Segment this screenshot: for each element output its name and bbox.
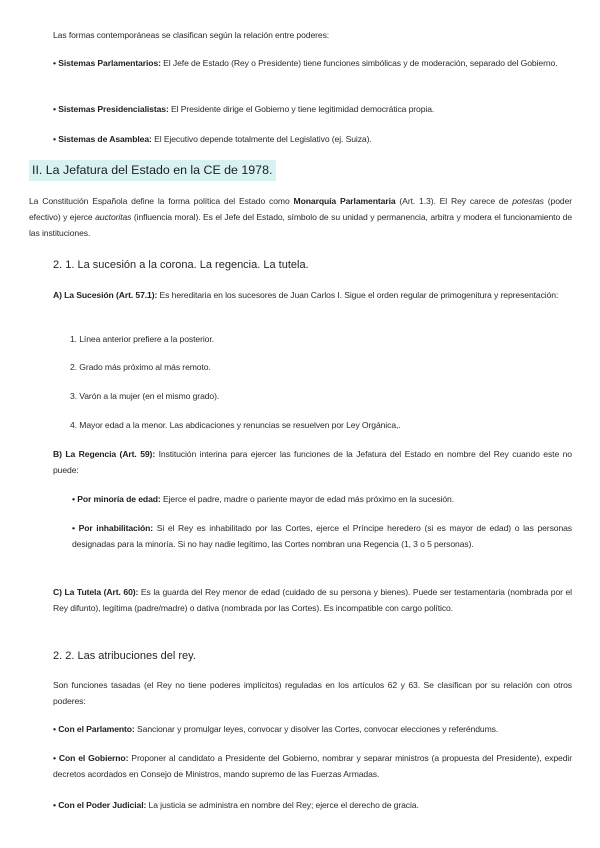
paragraph-lead: A) La Sucesión (Art. 57.1): — [53, 290, 158, 300]
paragraph-text: (poder efectivo) y ejerce — [29, 196, 573, 222]
list-item: 1. Línea anterior prefiere a la posterior. — [70, 334, 214, 344]
paragraph-text: Es hereditaria en los sucesores de Juan Carlos I. Sigue el orden regular de primogenitura y representación: — [157, 290, 559, 300]
list-item — [53, 101, 572, 117]
paragraph-italic: potestas — [512, 196, 544, 206]
paragraph-lead: B) La Regencia (Art. 59): — [53, 449, 156, 459]
list-item — [53, 721, 572, 737]
intro-text: Las formas contemporáneas se clasifican según la relación entre poderes: — [53, 30, 330, 40]
tutela-paragraph — [53, 584, 572, 616]
list-item: 2. Grado más próximo al más remoto. — [70, 362, 211, 372]
item-lead: • Por inhabilitación: — [72, 523, 154, 533]
paragraph-text: Es la guarda del Rey menor de edad (cuidado de su persona y bienes). Puede ser testamentaria (nombrada por el Rey difunto), legítima (padre/madre) o dativa (nombrada por las Cortes). Es incompatible con cargo político. — [53, 587, 572, 613]
item-text: Ejerce el padre, madre o pariente mayor de edad más próximo en la sucesión. — [160, 494, 455, 504]
item-text: Proponer al candidato a Presidente del Gobierno, nombrar y separar ministros (a propuesta del Presidente), expedir decretos acordados en Consejo de Ministros, mando supremo de las Fuerzas Armadas. — [53, 753, 572, 779]
attributions-intro: Son funciones tasadas (el Rey no tiene poderes implícitos) reguladas en los artículos 62 y 63. Se clasifican por su relación con otros poderes: — [53, 680, 572, 706]
section-paragraph — [29, 193, 572, 241]
item-text: Sancionar y promulgar leyes, convocar y disolver las Cortes, convocar elecciones y referéndums. — [134, 724, 499, 734]
succession-paragraph — [53, 287, 572, 303]
paragraph-bold: Monarquía Parlamentaria — [293, 196, 396, 206]
list-item — [53, 797, 572, 813]
list-item: 4. Mayor edad a la menor. Las abdicaciones y renuncias se resuelven por Ley Orgánica,. — [70, 420, 401, 430]
paragraph-italic: auctoritas — [95, 212, 132, 222]
item-lead: • Con el Parlamento: — [53, 724, 135, 734]
paragraph-text: Institución interina para ejercer las funciones de la Jefatura del Estado en nombre del Rey cuando este no puede: — [53, 449, 572, 475]
item-text: El Ejecutivo depende totalmente del Legislativo (ej. Suiza). — [151, 134, 372, 144]
item-text: Si el Rey es inhabilitado por las Cortes, ejerce el Príncipe heredero (si es mayor de edad) o las personas designadas para la minoría. Si no hay nadie legítimo, las Cortes nombran una Regencia (1, 3 o 5 personas). — [72, 523, 572, 549]
list-item — [53, 750, 572, 782]
list-item: 3. Varón a la mujer (en el mismo grado). — [70, 391, 220, 401]
item-lead: • Con el Poder Judicial: — [53, 800, 147, 810]
item-text: El Presidente dirige el Gobierno y tiene legitimidad democrática propia. — [168, 104, 435, 114]
section-heading: II. La Jefatura del Estado en la CE de 1978. — [29, 160, 276, 181]
item-lead: • Sistemas Parlamentarios: — [53, 58, 161, 68]
regency-paragraph — [53, 446, 572, 478]
item-lead: • Sistemas Presidencialistas: — [53, 104, 169, 114]
list-item — [72, 491, 572, 507]
paragraph-lead: C) La Tutela (Art. 60): — [53, 587, 139, 597]
item-lead: • Sistemas de Asamblea: — [53, 134, 152, 144]
list-item — [53, 55, 572, 71]
item-lead: • Por minoría de edad: — [72, 494, 161, 504]
item-text: El Jefe de Estado (Rey o Presidente) tiene funciones simbólicas y de moderación, separado del Gobierno. — [160, 58, 558, 68]
item-text: La justicia se administra en nombre del Rey; ejerce el derecho de gracia. — [146, 800, 419, 810]
subsection-heading: 2. 1. La sucesión a la corona. La regencia. La tutela. — [53, 259, 309, 271]
list-item — [72, 520, 572, 552]
subsection-heading: 2. 2. Las atribuciones del rey. — [53, 650, 196, 662]
item-lead: • Con el Gobierno: — [53, 753, 129, 763]
paragraph-text: (Art. 1.3). El Rey carece de — [395, 196, 513, 206]
paragraph-text: La Constitución Española define la forma política del Estado como — [29, 196, 294, 206]
list-item — [53, 131, 572, 147]
paragraph-text: (influencia moral). Es el Jefe del Estado, símbolo de su unidad y permanencia, arbitra y modera el funcionamiento de las instituciones. — [29, 212, 572, 238]
